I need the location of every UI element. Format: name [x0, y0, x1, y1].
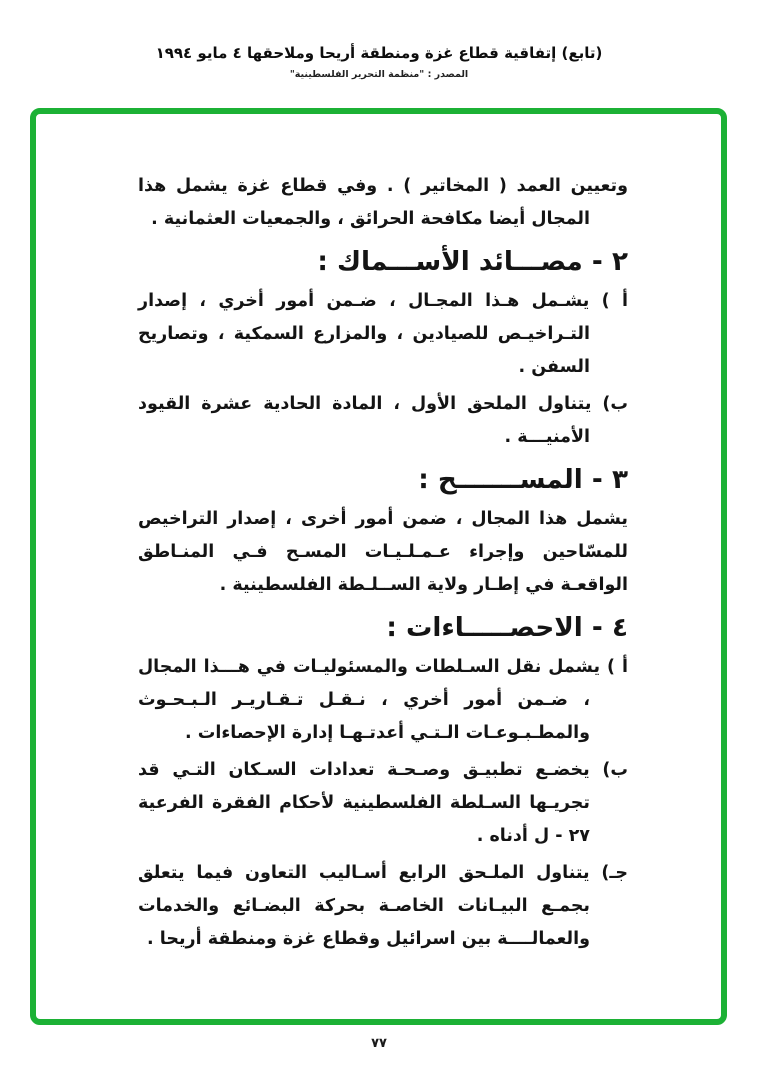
section-heading: ٤ - الاحصـــــاءات :: [386, 613, 628, 643]
item-text: يتناول الملحق الأول ، المادة الحادية عشرة القيود الأمنيـــة .: [138, 394, 592, 447]
item-label: أ ): [600, 657, 628, 677]
section-survey: [138, 464, 628, 602]
section-heading: ٣ - المســـــــح :: [418, 465, 628, 495]
document-title: (تابع) إتفاقية قطاع غزة ومنطقة أريحا وملاحقها ٤ مايو ١٩٩٤: [155, 44, 603, 62]
section-heading: ٢ - مصـــائد الأســـماك :: [317, 247, 628, 277]
item-label: جـ): [589, 863, 629, 883]
list-item: [138, 754, 628, 853]
list-item: [138, 285, 628, 384]
list-item: [138, 651, 628, 750]
item-text: يتناول الملـحق الرابع أسـاليب التعاون فيما يتعلق بجمـع البيـانات الخاصـة بحركة البضـائع والخدمات والعمالــــة بين اسرائيل وقطاع غزة ومنطقة أريحا .: [138, 863, 590, 949]
list-item: [138, 388, 628, 454]
source-line: المصدر : "منظمة التحرير الفلسطينية": [289, 69, 469, 80]
item-text: يشـمل هـذا المجـال ، ضـمن أمور أخري ، إصدار التـراخيـص للصيادين ، والمزارع السمكية ، وتصاريح السفن .: [138, 291, 590, 377]
item-text: يشمل نقل السـلطات والمسئوليـات في هـــذا المجال ، ضـمن أمور أخري ، نـقـل تـقـاريـر الـبـحـوث والمطـبـوعـات الـتـي أعدتـهـا إدارة الإحصاءات .: [138, 657, 601, 743]
item-label: ب): [591, 394, 628, 414]
item-text: يخضـع تطبيـق وصـحـة تعدادات السـكان التـي قد تجريـها السـلطة الفلسطينية لأحكام الفقرة الفرعية ٢٧ - ل أدناه .: [138, 760, 590, 846]
page-header: [0, 44, 758, 80]
item-label: أ ): [589, 291, 628, 311]
item-label: ب): [589, 760, 628, 780]
document-body: [138, 170, 628, 960]
section-paragraph: يشمل هذا المجال ، ضمن أمور أخرى ، إصدار التراخيص للمسّاحين وإجراء عـمـلـيـات المسـح فـي المنـاطق الواقعـة في إطـار ولاية الســلـطة الفلسطينية .: [138, 509, 628, 595]
section-fisheries: [138, 246, 628, 454]
page-number: ٧٧: [371, 1036, 387, 1051]
intro-paragraph: وتعيين العمد ( المخاتير ) . وفي قطاع غزة يشمل هذا المجال أيضا مكافحة الحرائق ، والجمعيات العثمانية .: [138, 176, 628, 229]
list-item: [138, 857, 628, 956]
section-statistics: [138, 612, 628, 956]
